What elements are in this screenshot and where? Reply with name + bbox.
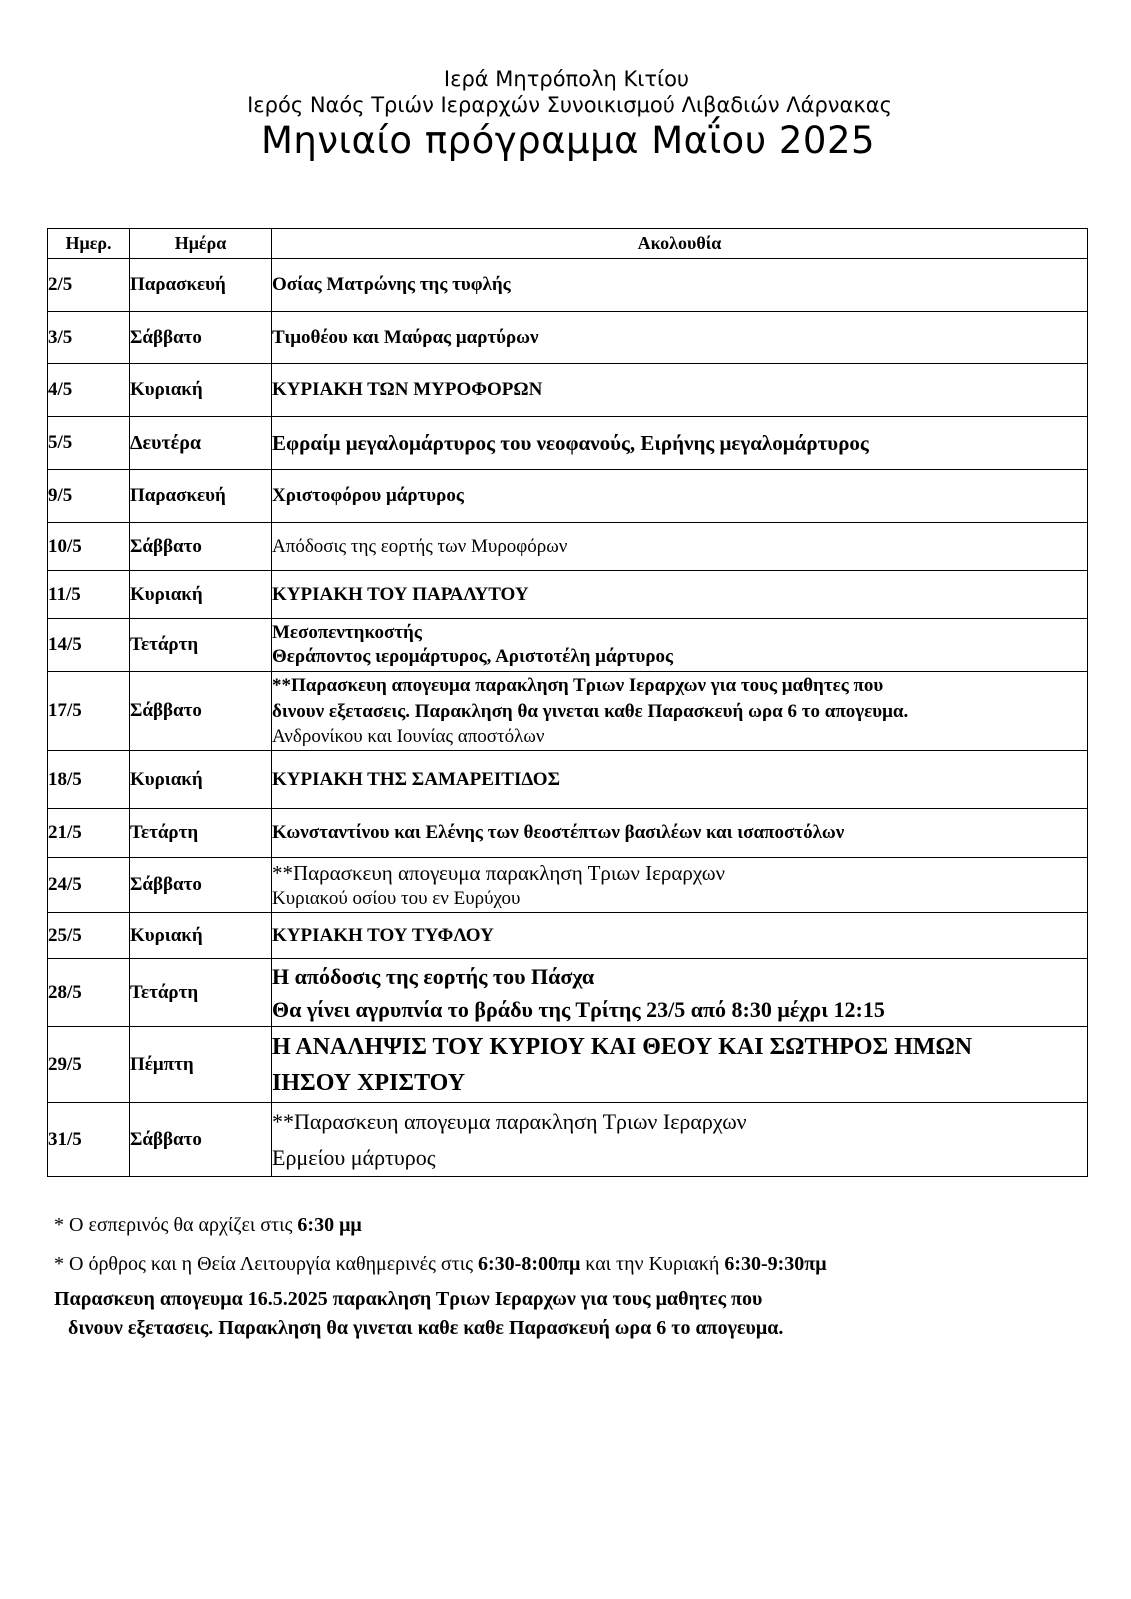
service-line: Ερμείου μάρτυρος <box>272 1144 436 1170</box>
service-line: δινουν εξετασεις. Παρακληση θα γινεται καθε Παρασκευή ωρα 6 το απογευμα. <box>272 701 909 722</box>
matins-weekday-time: 6:30-8:00πμ <box>478 1253 581 1275</box>
table-row <box>48 312 1088 364</box>
row-day: Τετάρτη <box>130 809 272 858</box>
row-day: Σάββατο <box>130 523 272 571</box>
table-row <box>48 1027 1088 1103</box>
row-day: Κυριακή <box>130 364 272 417</box>
row-date: 14/5 <box>48 619 130 672</box>
table-row <box>48 417 1088 470</box>
service-line: Χριστοφόρου μάρτυρος <box>272 485 464 506</box>
table-row <box>48 858 1088 913</box>
service-line: **Παρασκευη απογευμα παρακληση Τριων Ιεραρχων για τους μαθητες που <box>272 675 884 696</box>
column-header-day: Ημέρα <box>130 229 272 259</box>
service-line: Η ΑΝΑΛΗΨΙΣ ΤΟΥ ΚΥΡΙΟΥ ΚΑΙ ΘΕΟΥ ΚΑΙ ΣΩΤΗΡΟΣ ΗΜΩΝ <box>272 1033 973 1060</box>
footer-notes <box>54 1213 1104 1343</box>
row-date: 3/5 <box>48 312 130 364</box>
table-row <box>48 809 1088 858</box>
service-line: ΚΥΡΙΑΚΗ ΤΟΥ ΠΑΡΑΛΥΤΟΥ <box>272 583 529 605</box>
row-date: 11/5 <box>48 571 130 619</box>
row-date: 2/5 <box>48 259 130 312</box>
row-service <box>272 259 1088 312</box>
column-header-date: Ημερ. <box>48 229 130 259</box>
service-line: ΚΥΡΙΑΚΗ ΤΟΥ ΤΥΦΛΟΥ <box>272 924 494 946</box>
row-service <box>272 959 1088 1027</box>
row-date: 25/5 <box>48 913 130 959</box>
row-date: 18/5 <box>48 751 130 809</box>
column-header-service: Ακολουθία <box>272 229 1088 259</box>
service-line: Κυριακού οσίου του εν Ευρύχου <box>272 887 521 909</box>
row-service <box>272 672 1088 751</box>
row-date: 31/5 <box>48 1103 130 1177</box>
row-day: Σάββατο <box>130 1103 272 1177</box>
vespers-text: * Ο εσπερινός θα αρχίζει στις <box>54 1214 298 1236</box>
matins-note <box>54 1252 1104 1276</box>
row-service <box>272 858 1088 913</box>
service-line: Θα γίνει αγρυπνία το βράδυ της Τρίτης 23/5 από 8:30 μέχρι 12:15 <box>272 996 885 1022</box>
row-date: 28/5 <box>48 959 130 1027</box>
supplication-note-line: δινουν εξετασεις. Παρακληση θα γινεται καθε καθε Παρασκευή ωρα 6 το απογευμα. <box>68 1317 784 1339</box>
table-row <box>48 470 1088 523</box>
service-line: **Παρασκευη απογευμα παρακληση Τριων Ιεραρχων <box>272 1108 747 1134</box>
row-service <box>272 364 1088 417</box>
table-row <box>48 571 1088 619</box>
service-line: Ανδρονίκου και Ιουνίας αποστόλων <box>272 726 545 747</box>
service-line: Μεσοπεντηκοστής <box>272 622 422 643</box>
row-date: 4/5 <box>48 364 130 417</box>
page-header <box>0 66 1131 163</box>
row-date: 10/5 <box>48 523 130 571</box>
service-line: Απόδοσις της εορτής των Μυροφόρων <box>272 535 568 557</box>
vespers-time: 6:30 μμ <box>297 1214 362 1236</box>
table-row <box>48 619 1088 672</box>
table-row <box>48 672 1088 751</box>
row-service <box>272 913 1088 959</box>
row-day: Κυριακή <box>130 751 272 809</box>
row-service <box>272 523 1088 571</box>
row-date: 17/5 <box>48 672 130 751</box>
row-day: Πέμπτη <box>130 1027 272 1103</box>
row-day: Παρασκευή <box>130 259 272 312</box>
row-day: Κυριακή <box>130 913 272 959</box>
matins-text: * Ο όρθρος και η Θεία Λειτουργία καθημερινές στις <box>54 1253 479 1275</box>
row-day: Παρασκευή <box>130 470 272 523</box>
row-day: Δευτέρα <box>130 417 272 470</box>
service-line: **Παρασκευη απογευμα παρακληση Τριων Ιεραρχων <box>272 860 726 885</box>
row-day: Σάββατο <box>130 858 272 913</box>
supplication-note <box>54 1285 1104 1343</box>
row-service <box>272 1027 1088 1103</box>
row-day: Τετάρτη <box>130 959 272 1027</box>
service-line: Θεράποντος ιερομάρτυρος, Αριστοτέλη μάρτυρος <box>272 646 674 667</box>
service-line: Η απόδοσις της εορτής του Πάσχα <box>272 963 595 989</box>
service-line: ΚΥΡΙΑΚΗ ΤΗΣ ΣΑΜΑΡΕΙΤΙΔΟΣ <box>272 768 561 790</box>
row-date: 24/5 <box>48 858 130 913</box>
row-date: 9/5 <box>48 470 130 523</box>
row-day: Σάββατο <box>130 672 272 751</box>
service-line: ΙΗΣΟΥ ΧΡΙΣΤΟΥ <box>272 1069 466 1096</box>
supplication-note-line: Παρασκευη απογευμα 16.5.2025 παρακληση Τριων Ιεραρχων για τους μαθητες που <box>54 1288 763 1310</box>
table-row <box>48 259 1088 312</box>
service-line: Οσίας Ματρώνης της τυφλής <box>272 274 511 295</box>
service-line: ΚΥΡΙΑΚΗ ΤΩΝ ΜΥΡΟΦΟΡΩΝ <box>272 379 543 400</box>
row-day: Σάββατο <box>130 312 272 364</box>
row-service <box>272 809 1088 858</box>
table-row <box>48 913 1088 959</box>
row-service <box>272 470 1088 523</box>
matins-sunday-text: και την Κυριακή <box>580 1253 725 1275</box>
row-service <box>272 571 1088 619</box>
row-service <box>272 312 1088 364</box>
row-date: 29/5 <box>48 1027 130 1103</box>
row-service <box>272 1103 1088 1177</box>
row-service <box>272 619 1088 672</box>
table-row <box>48 751 1088 809</box>
schedule-table <box>47 228 1088 1177</box>
row-date: 21/5 <box>48 809 130 858</box>
church-name: Ιερός Ναός Τριών Ιεραρχών Συνοικισμού Λιβαδιών Λάρνακας <box>247 93 892 117</box>
table-row <box>48 523 1088 571</box>
service-line: Τιμοθέου και Μαύρας μαρτύρων <box>272 326 539 348</box>
vespers-note <box>54 1213 1104 1237</box>
row-date: 5/5 <box>48 417 130 470</box>
row-service <box>272 751 1088 809</box>
matins-sunday-time: 6:30-9:30πμ <box>724 1253 827 1275</box>
service-line: Κωνσταντίνου και Ελένης των θεοστέπτων βασιλέων και ισαποστόλων <box>272 822 845 843</box>
row-day: Τετάρτη <box>130 619 272 672</box>
row-service <box>272 417 1088 470</box>
page-title: Μηνιαίο πρόγραμμα Μαΐου 2025 <box>260 119 876 162</box>
table-row <box>48 959 1088 1027</box>
table-header-row <box>48 229 1088 259</box>
table-row <box>48 1103 1088 1177</box>
metropolis-name: Ιερά Μητρόπολη Κιτίου <box>443 67 690 91</box>
table-row <box>48 364 1088 417</box>
service-line: Εφραίμ μεγαλομάρτυρος του νεοφανούς, Ειρήνης μεγαλομάρτυρος <box>272 431 869 455</box>
row-day: Κυριακή <box>130 571 272 619</box>
